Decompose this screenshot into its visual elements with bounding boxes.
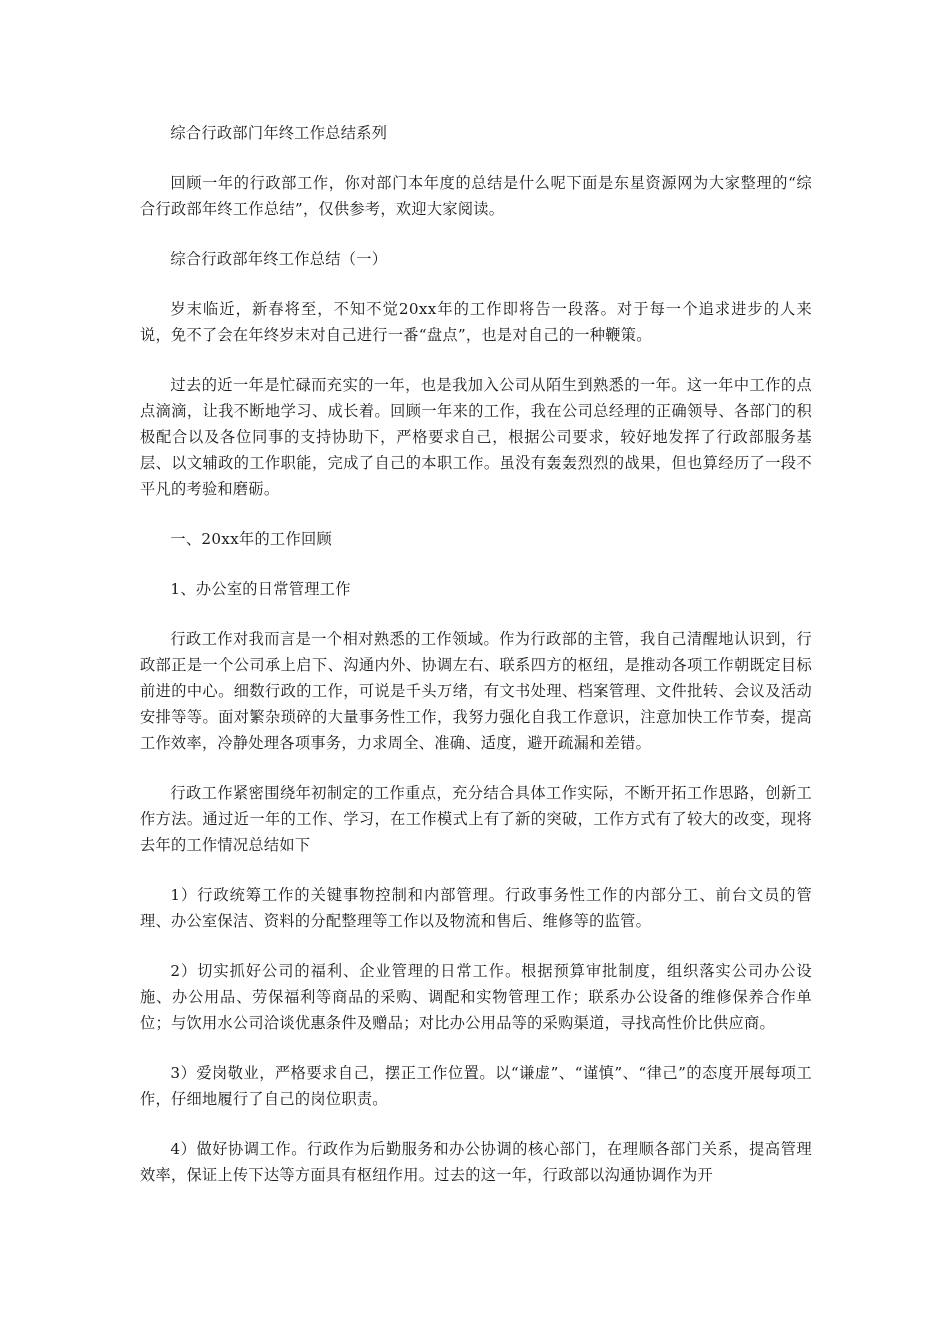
subsection-heading: 一、20xx年的工作回顾: [170, 530, 332, 548]
body-paragraph: 行政工作紧密围绕年初制定的工作重点，充分结合具体工作实际，不断开拓工作思路，创新工作方法。通过近一年的工作、学习，在工作模式上有了新的突破，工作方式有了较大的改变，现将去年的工作情况总结如下: [140, 784, 812, 854]
section-heading: 综合行政部年终工作总结（一）: [170, 250, 388, 268]
body-paragraph: 岁末临近，新春将至，不知不觉20xx年的工作即将告一段落。对于每一个追求进步的人来说，免不了会在年终岁末对自己进行一番“盘点”，也是对自己的一种鞭策。: [140, 300, 812, 344]
document-title: 综合行政部门年终工作总结系列: [170, 124, 388, 142]
list-item: 4）做好协调工作。行政作为后勤服务和办公协调的核心部门，在理顺各部门关系，提高管理效率，保证上传下达等方面具有枢纽作用。过去的这一年，行政部以沟通协调作为开: [140, 1140, 812, 1184]
body-paragraph: 过去的近一年是忙碌而充实的一年，也是我加入公司从陌生到熟悉的一年。这一年中工作的点点滴滴，让我不断地学习、成长着。回顾一年来的工作，我在公司总经理的正确领导、各部门的积极配合以及各位同事的支持协助下，严格要求自己，根据公司要求，较好地发挥了行政部服务基层、以文辅政的工作职能，完成了自己的本职工作。虽没有轰轰烈烈的战果，但也算经历了一段不平凡的考验和磨砺。: [140, 376, 812, 498]
document-page: [140, 120, 812, 1212]
subsection-heading: 1、办公室的日常管理工作: [170, 580, 351, 598]
body-paragraph: 行政工作对我而言是一个相对熟悉的工作领域。作为行政部的主管，我自己清醒地认识到，行政部正是一个公司承上启下、沟通内外、协调左右、联系四方的枢纽，是推动各项工作朝既定目标前进的中心。细数行政的工作，可说是千头万绪，有文书处理、档案管理、文件批转、会议及活动安排等等。面对繁杂琐碎的大量事务性工作，我努力强化自我工作意识，注意加快工作节奏，提高工作效率，冷静处理各项事务，力求周全、准确、适度，避开疏漏和差错。: [140, 630, 812, 752]
list-item: 3）爱岗敬业，严格要求自己，摆正工作位置。以“谦虚”、“谨慎”、“律己”的态度开展每项工作，仔细地履行了自己的岗位职责。: [140, 1064, 812, 1108]
intro-paragraph: 回顾一年的行政部工作，你对部门本年度的总结是什么呢下面是东星资源网为大家整理的“综合行政部年终工作总结”，仅供参考，欢迎大家阅读。: [140, 174, 812, 218]
list-item: 1）行政统筹工作的关键事物控制和内部管理。行政事务性工作的内部分工、前台文员的管理、办公室保洁、资料的分配整理等工作以及物流和售后、维修等的监管。: [140, 886, 812, 930]
list-item: 2）切实抓好公司的福利、企业管理的日常工作。根据预算审批制度，组织落实公司办公设施、办公用品、劳保福利等商品的采购、调配和实物管理工作；联系办公设备的维修保养合作单位；与饮用水公司洽谈优惠条件及赠品；对比办公用品等的采购渠道，寻找高性价比供应商。: [140, 962, 812, 1032]
